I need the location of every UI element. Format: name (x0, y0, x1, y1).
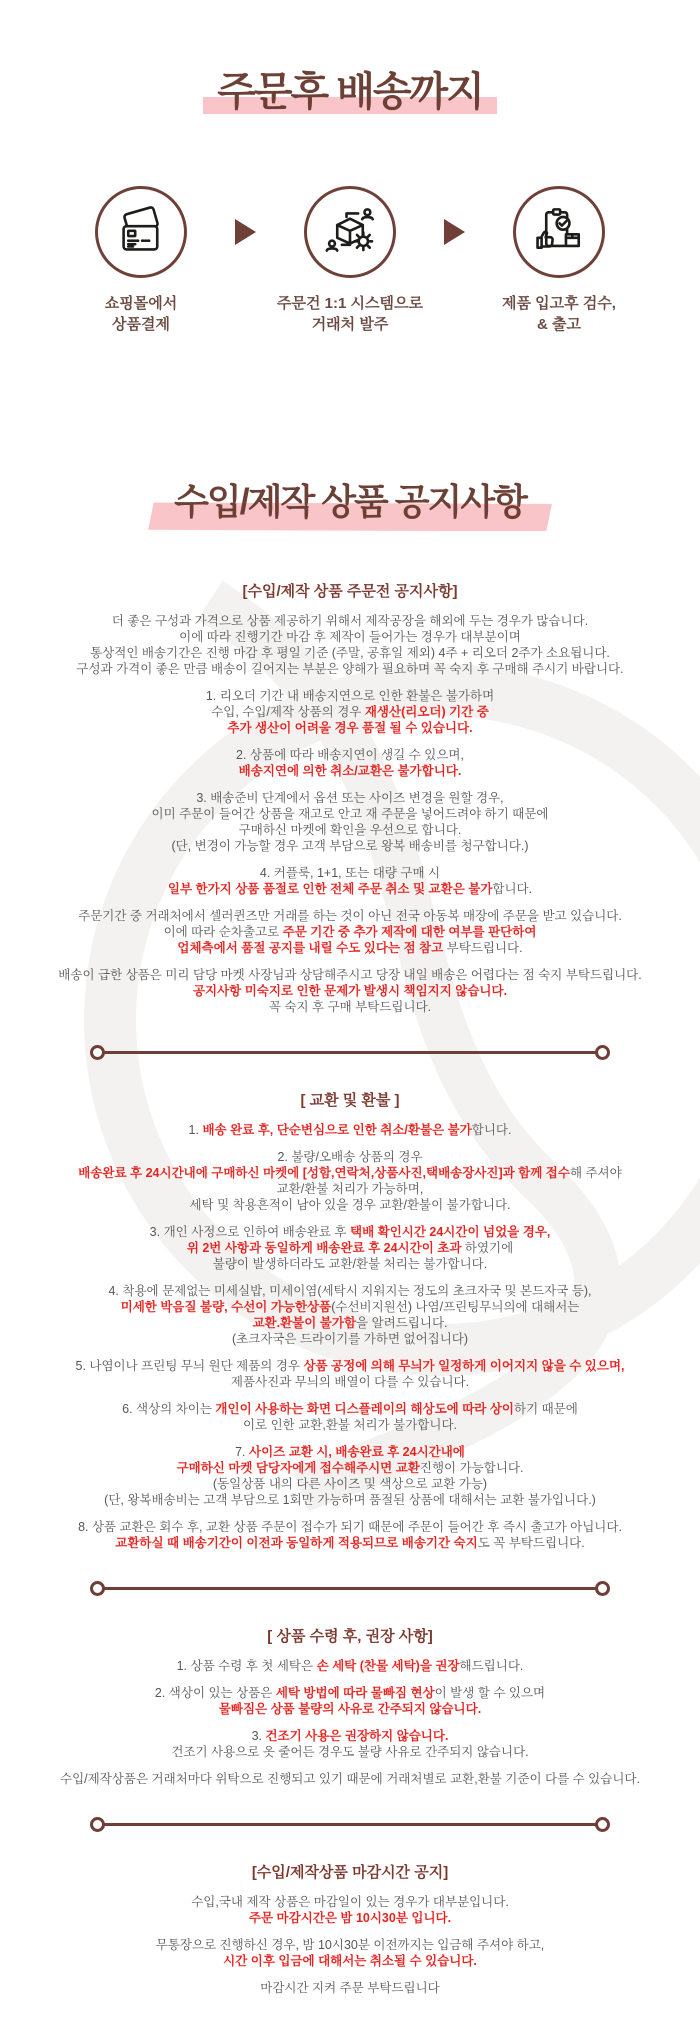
text-line: 4. 커플룩, 1+1, 또는 대량 구매 시 (259, 866, 441, 881)
notice-paragraph (18, 1401, 682, 1433)
notice-paragraph (18, 1980, 682, 1996)
notice-paragraph (18, 1358, 682, 1390)
text-line: 마감시간 지켜 주문 부탁드립니다 (260, 1981, 440, 1996)
page-title (217, 71, 483, 113)
divider-line (104, 1051, 596, 1054)
notice-heading (18, 581, 682, 602)
text-line: 구매하신 마켓에 확인을 우선으로 합니다. (238, 823, 462, 838)
text-line: 배송이 급한 상품은 미리 담당 마켓 사장님과 상담해주시고 당장 내일 배송은 어렵다는 점 숙지 부탁드립니다. (58, 968, 642, 983)
text-line: [수입/제작 상품 주문전 공지사항] (242, 583, 458, 601)
notice-paragraph (18, 1444, 682, 1508)
text-line: 6. 색상의 차이는 개인이 사용하는 화면 디스플레이의 해상도에 따라 상이하기 때문에 (122, 1402, 578, 1417)
step-caption (502, 293, 616, 335)
text-line: 세탁 및 착용흔적이 남아 있을 경우 교환/환불이 불가합니다. (189, 1198, 511, 1213)
step-circle (513, 186, 605, 278)
text-line: 교환하실 때 배송기간이 이전과 동일하게 적용되므로 배송기간 숙지도 꼭 부탁드립니다. (115, 1536, 585, 1551)
flow-step-payment (47, 186, 235, 335)
text-line: 구성과 가격이 좋은 만큼 배송이 길어지는 부분은 양해가 필요하며 꼭 숙지 후 구매해 주시기 바랍니다. (76, 662, 624, 677)
arrow-right-icon (444, 219, 465, 245)
notice-paragraph (18, 1937, 682, 1969)
section-divider (90, 1581, 610, 1596)
text-line: 더 좋은 구성과 가격으로 상품 제공하기 위해서 제작공장을 해외에 두는 경우가 많습니다. (111, 614, 589, 629)
divider-line (104, 1587, 596, 1590)
text-line: (단, 왕복배송비는 고객 부담으로 1회만 가능하며 품절된 상품에 대해서는 교환 불가입니다.) (104, 1493, 596, 1508)
notice-paragraph (18, 1894, 682, 1926)
text-line: 물빠짐은 상품 불량의 사유로 간주되지 않습니다. (218, 1702, 482, 1717)
inspection-clipboard-icon (530, 203, 588, 261)
text-line: 일부 한가지 상품 품절로 인한 전체 주문 취소 및 교환은 불가합니다. (167, 882, 533, 897)
notice-heading (18, 1090, 682, 1111)
step-caption-line: 제품 입고후 검수, (502, 294, 616, 312)
text-line: 이에 따라 진행기간 마감 후 제작이 들어가는 경우가 대부분이며 (179, 630, 521, 645)
text-line: 이에 따라 순차출고로 주문 기간 중 추가 제작에 대한 여부를 판단하여 (163, 925, 537, 940)
text-line: 교환/환불 처리가 가능하며, (276, 1182, 424, 1197)
divider-line (104, 1823, 596, 1826)
notice-paragraph (18, 1122, 682, 1138)
text-line: 불량이 발생하더라도 교환/환불 처리는 불가합니다. (212, 1257, 488, 1272)
order-flow-steps (0, 186, 700, 335)
text-line: 교환.환불이 불가함을 알려드립니다. (252, 1316, 448, 1331)
step-caption-line: & 출고 (537, 315, 581, 333)
text-line: 8. 상품 교환은 회수 후, 교환 상품 주문이 접수가 되기 때문에 주문이 들어간 후 즉시 출고가 아닙니다. (78, 1520, 622, 1535)
text-line: 업체측에서 품절 공지를 내릴 수도 있다는 점 참고 부탁드립니다. (177, 941, 523, 956)
text-line: [ 교환 및 환불 ] (300, 1092, 400, 1110)
notice-paragraph (18, 865, 682, 897)
text-line: 수입/제작상품은 거래처마다 위탁으로 진행되고 있기 때문에 거래처별로 교환,환불 기준이 다를 수 있습니다. (60, 1772, 640, 1787)
divider-ring (595, 1817, 610, 1832)
credit-card-icon (112, 203, 170, 261)
notice-paragraph (18, 790, 682, 854)
text-line: (단, 변경이 가능할 경우 고객 부담으로 왕복 배송비를 청구합니다.) (171, 839, 529, 854)
text-line: 1. 배송 완료 후, 단순변심으로 인한 취소/환불은 불가합니다. (188, 1123, 512, 1138)
text-line: 무통장으로 진행하신 경우, 밤 10시30분 이전까지는 입금해 주셔야 하고, (155, 1938, 545, 1953)
text-line: 공지사항 미숙지로 인한 문제가 발생시 책임지지 않습니다. (192, 984, 508, 999)
step-caption-line: 쇼핑몰에서 (104, 294, 178, 312)
step-caption (277, 293, 423, 335)
text-line: 수입,국내 제작 상품은 마감일이 있는 경우가 대부분입니다. (191, 1895, 509, 1910)
notice-section (0, 445, 700, 1997)
notice-paragraph (18, 688, 682, 736)
text-line: 2. 불량/오배송 상품의 경우 (277, 1150, 423, 1165)
notice-paragraph (18, 1771, 682, 1787)
notice-blocks (18, 581, 682, 1996)
text-line: 3. 개인 사정으로 인하여 배송완료 후 택배 확인시간 24시간이 넘었을 경우, (149, 1225, 551, 1240)
text-line: 2. 색상이 있는 상품은 세탁 방법에 따라 물빠짐 현상이 발생 할 수 있으며 (154, 1686, 546, 1701)
notice-paragraph (18, 908, 682, 956)
text-line: 제품사진과 무늬의 배열이 다를 수 있습니다. (230, 1375, 470, 1390)
page-title-text: 주문후 배송까지 (217, 69, 483, 114)
text-line: 3. 배송준비 단계에서 옵션 또는 사이즈 변경을 원할 경우, (196, 791, 504, 806)
text-line: 주문기간 중 거래처에서 셀러퀸즈만 거래를 하는 것이 아닌 전국 아동복 매장에 주문을 받고 있습니다. (78, 909, 622, 924)
arrow-right-icon (235, 219, 256, 245)
notice-paragraph (18, 1685, 682, 1717)
text-line: 3. 건조기 사용은 권장하지 않습니다. (251, 1729, 449, 1744)
notice-paragraph (18, 1283, 682, 1347)
text-line: 추가 생산이 어려울 경우 품절 될 수 있습니다. (227, 721, 473, 736)
section-divider (90, 1817, 610, 1832)
text-line: 이미 주문이 들어간 상품을 재고로 안고 재 주문을 넣어드려야 하기 때문에 (151, 807, 549, 822)
order-system-icon (321, 203, 379, 261)
notice-paragraph (18, 967, 682, 1015)
divider-ring (90, 1045, 105, 1060)
text-line: [ 상품 수령 후, 권장 사항] (267, 1628, 433, 1646)
text-line: 시간 이후 입금에 대해서는 취소될 수 있습니다. (223, 1954, 477, 1969)
notice-paragraph (18, 747, 682, 779)
notice-section-title-text: 수입/제작 상품 공지사항 (174, 481, 526, 523)
text-line: 배송지연에 의한 취소/교환은 불가합니다. (238, 764, 462, 779)
divider-ring (90, 1581, 105, 1596)
divider-ring (595, 1045, 610, 1060)
step-circle (95, 186, 187, 278)
text-line: (동일상품 내의 다른 사이즈 및 색상으로 교환 가능) (212, 1477, 488, 1492)
notice-paragraph (18, 1149, 682, 1213)
text-line: 통상적인 배송기간은 진행 마감 후 평일 기준 (주말, 공휴일 제외) 4주 + 리오더 2주가 소요됩니다. (90, 646, 610, 661)
text-line: 배송완료 후 24시간내에 구매하신 마켓에 [성함,연락처,상품사진,택배송장사진]과 함께 접수해 주셔야 (78, 1166, 622, 1181)
text-line: 주문 마감시간은 밤 10시30분 입니다. (248, 1911, 452, 1926)
text-line: 2. 상품에 따라 배송지연이 생길 수 있으며, (236, 748, 464, 763)
step-caption-line: 거래처 발주 (311, 315, 389, 333)
flow-step-ordering (256, 186, 444, 335)
step-caption-line: 상품결제 (112, 315, 170, 333)
text-line: 건조기 사용으로 옷 줄어든 경우도 불량 사유로 간주되지 않습니다. (171, 1745, 529, 1760)
notice-paragraph (18, 1519, 682, 1551)
divider-ring (595, 1581, 610, 1596)
notice-heading (18, 1626, 682, 1647)
text-line: 1. 상품 수령 후 첫 세탁은 손 세탁 (찬물 세탁)을 권장해드립니다. (176, 1659, 524, 1674)
text-line: 수입, 수입/제작 상품의 경우 재생산(리오더) 기간 중 (211, 705, 489, 720)
text-line: 미세한 박음질 불량, 수선이 가능한상품(수선비지원선) 나염/프린팅무늬의에 대해서는 (120, 1300, 580, 1315)
section-divider (90, 1045, 610, 1060)
notice-heading (18, 1862, 682, 1883)
text-line: 5. 나염이나 프린팅 무늬 원단 제품의 경우 상품 공정에 의해 무늬가 일정하게 이어지지 않을 수 있으며, (75, 1359, 625, 1374)
text-line: 이로 인한 교환,환불 처리가 불가합니다. (242, 1418, 458, 1433)
text-line: [수입/제작상품 마감시간 공지] (251, 1864, 449, 1882)
notice-paragraph (18, 1658, 682, 1674)
text-line: 위 2번 사항과 동일하게 배송완료 후 24시간이 초과 하였기에 (186, 1241, 514, 1256)
text-line: 1. 리오더 기간 내 배송지연으로 인한 환불은 불가하며 (205, 689, 495, 704)
step-circle (304, 186, 396, 278)
text-line: 구매하신 마켓 담당자에게 접수해주시면 교환진행이 가능합니다. (176, 1461, 524, 1476)
order-flow-section (0, 0, 700, 335)
step-caption-line: 주문건 1:1 시스템으로 (277, 294, 423, 312)
text-line: 꼭 숙지 후 구매 부탁드립니다. (268, 1000, 432, 1015)
notice-paragraph (18, 1224, 682, 1272)
notice-section-title (174, 474, 526, 525)
flow-step-inspection (465, 186, 653, 335)
notice-paragraph (18, 1728, 682, 1760)
text-line: (초크자국은 드라이기를 가하면 없어집니다) (231, 1332, 469, 1347)
divider-ring (90, 1817, 105, 1832)
text-line: 4. 착용에 문제없는 미세실밥, 미세이염(세탁시 지워지는 정도의 초크자국 및 본드자국 등), (108, 1284, 592, 1299)
step-caption (105, 293, 177, 335)
text-line: 7. 사이즈 교환 시, 배송완료 후 24시간내에 (235, 1445, 465, 1460)
notice-paragraph (18, 613, 682, 677)
